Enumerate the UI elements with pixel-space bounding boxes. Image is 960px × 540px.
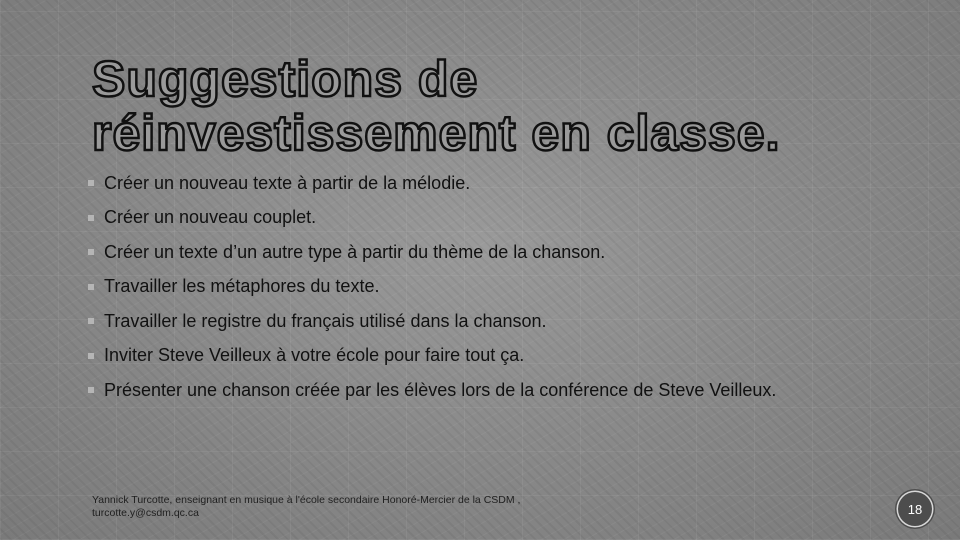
bullet-text: Créer un nouveau couplet. <box>104 207 317 228</box>
square-bullet-icon <box>88 353 94 359</box>
bullet-text: Inviter Steve Veilleux à votre école pour faire tout ça. <box>104 345 525 366</box>
bullet-item <box>88 339 918 374</box>
bullet-text: Travailler les métaphores du texte. <box>104 276 380 297</box>
bullet-item <box>88 235 918 270</box>
square-bullet-icon <box>88 387 94 393</box>
slide-footer <box>92 494 520 520</box>
square-bullet-icon <box>88 249 94 255</box>
square-bullet-icon <box>88 318 94 324</box>
bullet-text: Présenter une chanson créée par les élèves lors de la conférence de Steve Veilleux. <box>104 379 777 400</box>
slide-title: Suggestions de réinvestissement en classe. <box>92 51 781 161</box>
bullet-item <box>88 201 918 236</box>
footer-author: Yannick Turcotte, enseignant en musique à l'école secondaire Honoré-Mercier de la CSDM , <box>92 494 521 506</box>
square-bullet-icon <box>88 284 94 290</box>
square-bullet-icon <box>88 180 94 186</box>
page-number-badge <box>900 494 930 524</box>
footer-email: turcotte.y@csdm.qc.ca <box>92 507 199 519</box>
bullet-text: Travailler le registre du français utilisé dans la chanson. <box>104 310 547 331</box>
bullet-text: Créer un texte d’un autre type à partir du thème de la chanson. <box>104 241 606 262</box>
bullet-item <box>88 373 918 408</box>
bullet-list <box>88 166 918 408</box>
square-bullet-icon <box>88 215 94 221</box>
bullet-item <box>88 166 918 201</box>
bullet-text: Créer un nouveau texte à partir de la mélodie. <box>104 172 471 193</box>
page-number: 18 <box>907 501 923 517</box>
bullet-item <box>88 304 918 339</box>
bullet-item <box>88 270 918 305</box>
